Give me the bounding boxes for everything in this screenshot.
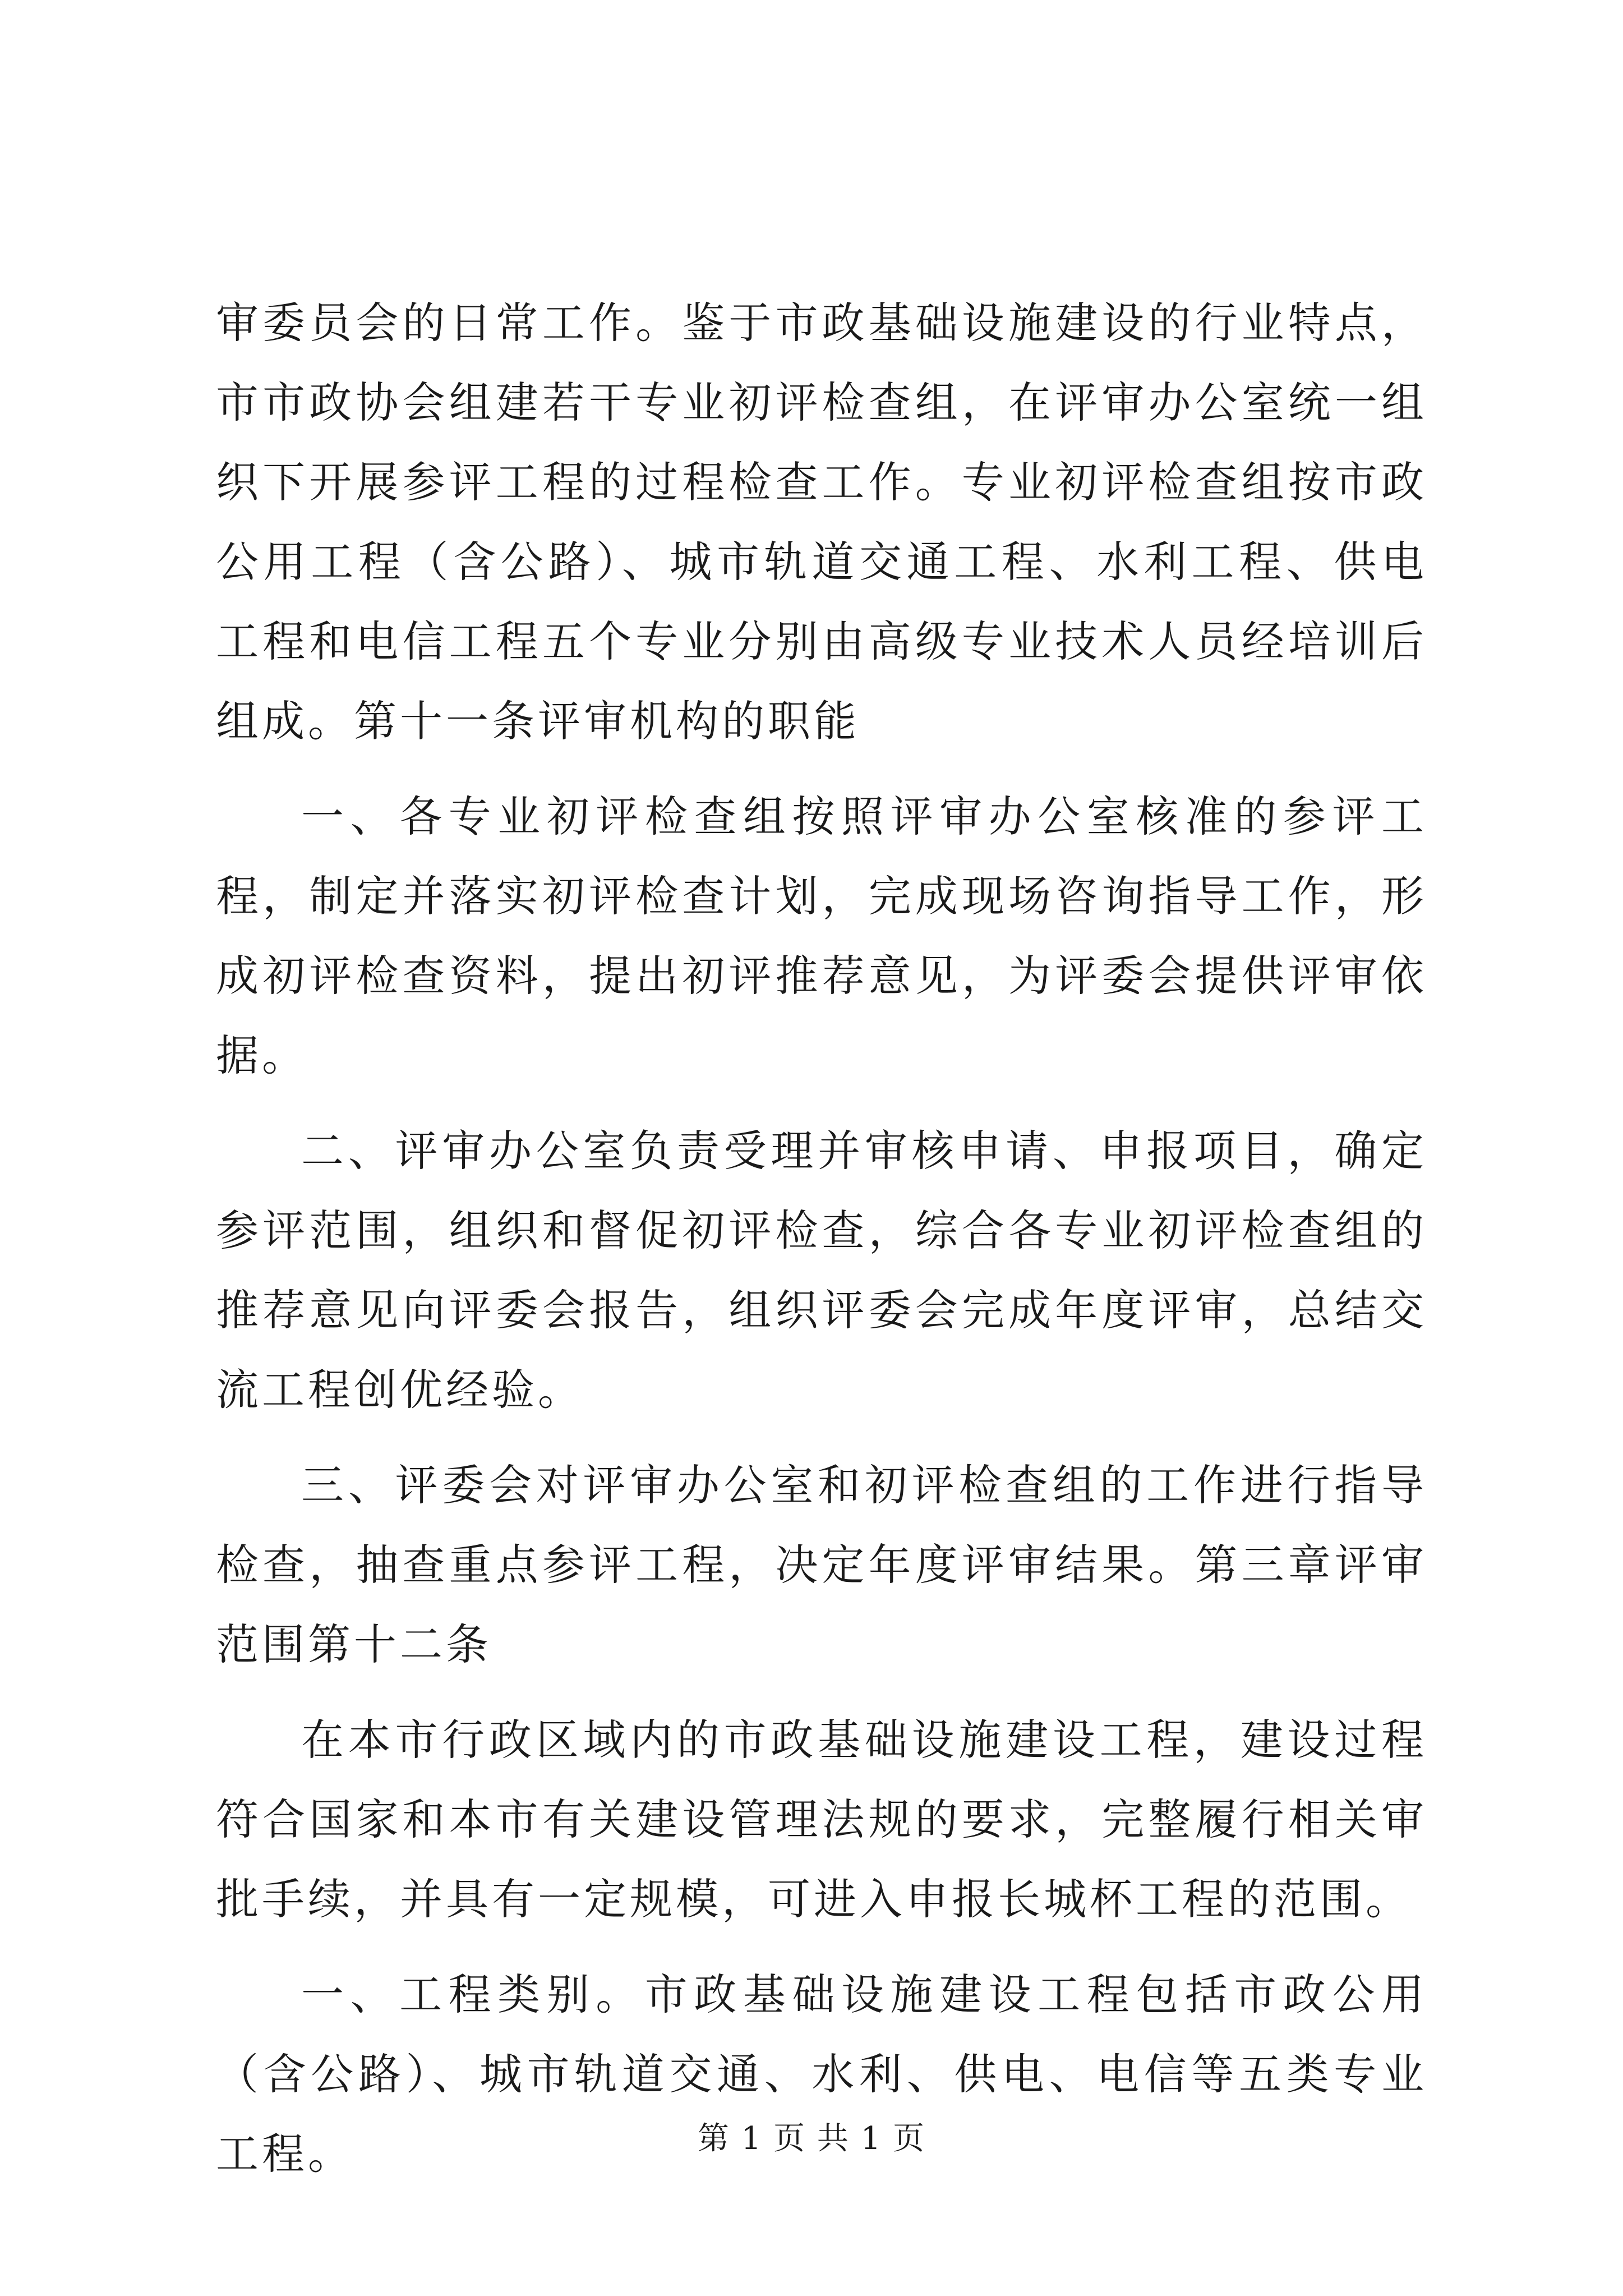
page-footer: 第 1 页 共 1 页 <box>697 2120 926 2157</box>
document-body <box>216 283 1427 2210</box>
paragraph-4: 三、评委会对评审办公室和初评检查组的工作进行指导检查，抽查重点参评工程，决定年度评审结果。第三章评审范围第十二条 <box>216 1460 1427 1669</box>
paragraph-6: 一、工程类别。市政基础设施建设工程包括市政公用（含公路）、城市轨道交通、水利、供电、电信等五类专业工程。 <box>216 1970 1427 2179</box>
paragraph-5: 在本市行政区域内的市政基础设施建设工程，建设过程符合国家和本市有关建设管理法规的要求，完整履行相关审批手续，并具有一定规模，可进入申报长城杯工程的范围。 <box>216 1715 1427 1924</box>
paragraph-1: 审委员会的日常工作。鉴于市政基础设施建设的行业特点，市市政协会组建若干专业初评检查组，在评审办公室统一组织下开展参评工程的过程检查工作。专业初评检查组按市政公用工程（含公路）、城市轨道交通工程、水利工程、供电工程和电信工程五个专业分别由高级专业技术人员经培训后组成。第十一条评审机构的职能 <box>216 298 1427 746</box>
paragraph-2: 一、各专业初评检查组按照评审办公室核准的参评工程，制定并落实初评检查计划，完成现场咨询指导工作，形成初评检查资料，提出初评推荐意见，为评委会提供评审依据。 <box>216 792 1427 1080</box>
paragraph-3: 二、评审办公室负责受理并审核申请、申报项目，确定参评范围，组织和督促初评检查，综合各专业初评检查组的推荐意见向评委会报告，组织评委会完成年度评审，总结交流工程创优经验。 <box>216 1126 1427 1415</box>
